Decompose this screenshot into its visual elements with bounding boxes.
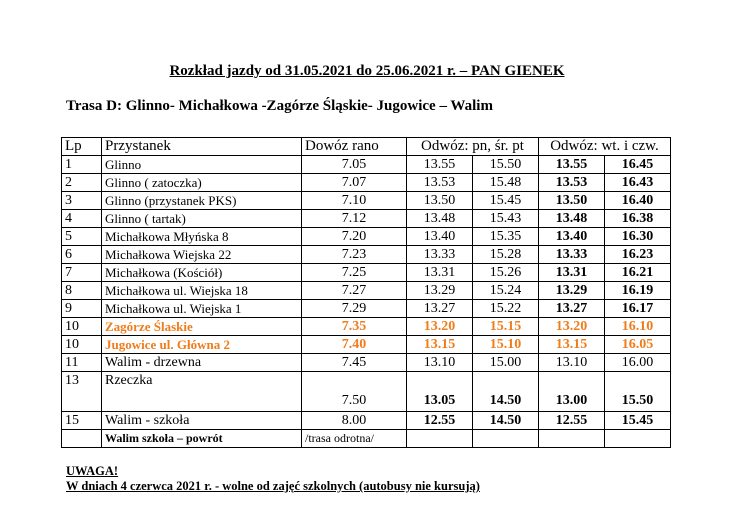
cell-pickup-tt-2: 16.38 <box>605 210 671 228</box>
cell-pickup-mfr-1: 13.10 <box>407 354 473 372</box>
cell-morning: 7.05 <box>302 156 407 174</box>
cell-pickup-mfr-2: 15.22 <box>473 300 539 318</box>
table-row <box>62 354 671 372</box>
cell-pickup-tt-2: 15.50 <box>605 372 671 412</box>
cell-lp <box>62 430 102 448</box>
cell-pickup-mfr-2: 15.15 <box>473 318 539 336</box>
cell-pickup-mfr-1: 13.53 <box>407 174 473 192</box>
cell-pickup-tt-2: 16.00 <box>605 354 671 372</box>
cell-pickup-tt-1: 13.33 <box>539 246 605 264</box>
cell-lp: 8 <box>62 282 102 300</box>
cell-pickup-tt-1: 13.29 <box>539 282 605 300</box>
cell-morning: 7.20 <box>302 228 407 246</box>
cell-pickup-tt-1: 13.53 <box>539 174 605 192</box>
cell-pickup-tt-1: 13.20 <box>539 318 605 336</box>
table-row <box>62 300 671 318</box>
cell-lp: 5 <box>62 228 102 246</box>
cell-pickup-tt-2: 16.19 <box>605 282 671 300</box>
table-row <box>62 336 671 354</box>
table-row <box>62 282 671 300</box>
cell-pickup-mfr-2: 15.28 <box>473 246 539 264</box>
cell-lp: 10 <box>62 318 102 336</box>
header-morning: Dowóz rano <box>302 138 407 156</box>
cell-pickup-mfr-1: 13.31 <box>407 264 473 282</box>
cell-pickup-tt-1: 13.40 <box>539 228 605 246</box>
header-stop: Przystanek <box>102 138 302 156</box>
cell-morning: 7.35 <box>302 318 407 336</box>
cell-morning: 7.10 <box>302 192 407 210</box>
table-row <box>62 318 671 336</box>
cell-lp: 4 <box>62 210 102 228</box>
table-row <box>62 192 671 210</box>
header-pickup-tue-thu: Odwóz: wt. i czw. <box>539 138 671 156</box>
cell-pickup-tt-1: 13.00 <box>539 372 605 412</box>
cell-empty <box>605 430 671 448</box>
cell-pickup-mfr-1: 13.50 <box>407 192 473 210</box>
cell-pickup-mfr-2: 15.24 <box>473 282 539 300</box>
cell-empty <box>407 430 473 448</box>
cell-morning: /trasa odrotna/ <box>302 430 407 448</box>
cell-empty <box>473 430 539 448</box>
cell-pickup-mfr-1: 13.29 <box>407 282 473 300</box>
cell-pickup-tt-2: 16.23 <box>605 246 671 264</box>
cell-lp: 3 <box>62 192 102 210</box>
cell-pickup-mfr-2: 15.00 <box>473 354 539 372</box>
table-row <box>62 246 671 264</box>
note-heading: UWAGA! <box>66 464 119 478</box>
cell-pickup-mfr-1: 13.15 <box>407 336 473 354</box>
cell-morning: 7.23 <box>302 246 407 264</box>
note-text: W dniach 4 czerwca 2021 r. - wolne od zajęć szkolnych (autobusy nie kursują) <box>66 479 480 493</box>
cell-pickup-mfr-1: 13.20 <box>407 318 473 336</box>
header-lp: Lp <box>62 138 102 156</box>
cell-pickup-mfr-2: 14.50 <box>473 412 539 430</box>
cell-stop: Glinno ( tartak) <box>102 210 302 228</box>
cell-pickup-mfr-2: 15.10 <box>473 336 539 354</box>
cell-morning: 7.27 <box>302 282 407 300</box>
cell-pickup-mfr-1: 13.27 <box>407 300 473 318</box>
cell-pickup-mfr-2: 15.48 <box>473 174 539 192</box>
cell-stop: Glinno <box>102 156 302 174</box>
cell-pickup-mfr-1: 13.55 <box>407 156 473 174</box>
cell-stop: Zagórze Ślaskie <box>102 318 302 336</box>
cell-morning: 7.25 <box>302 264 407 282</box>
cell-pickup-tt-2: 16.43 <box>605 174 671 192</box>
cell-morning: 7.45 <box>302 354 407 372</box>
cell-empty <box>539 430 605 448</box>
cell-lp: 11 <box>62 354 102 372</box>
header-row <box>62 138 671 156</box>
cell-lp: 1 <box>62 156 102 174</box>
cell-pickup-tt-1: 12.55 <box>539 412 605 430</box>
cell-stop: Walim szkoła – powrót <box>102 430 302 448</box>
table-row <box>62 156 671 174</box>
cell-stop: Jugowice ul. Główna 2 <box>102 336 302 354</box>
cell-stop: Michałkowa Młyńska 8 <box>102 228 302 246</box>
return-row <box>62 430 671 448</box>
cell-morning: 8.00 <box>302 412 407 430</box>
cell-lp: 15 <box>62 412 102 430</box>
cell-stop: Walim - drzewna <box>102 354 302 372</box>
table-row <box>62 228 671 246</box>
cell-lp: 9 <box>62 300 102 318</box>
page-title: Rozkład jazdy od 31.05.2021 do 25.06.2021 r. – PAN GIENEK <box>169 63 565 79</box>
cell-stop: Michałkowa ul. Wiejska 18 <box>102 282 302 300</box>
cell-pickup-tt-2: 15.45 <box>605 412 671 430</box>
table-row <box>62 264 671 282</box>
cell-pickup-tt-1: 13.10 <box>539 354 605 372</box>
cell-stop: Rzeczka <box>102 372 302 412</box>
table-row <box>62 210 671 228</box>
cell-stop: Michałkowa Wiejska 22 <box>102 246 302 264</box>
cell-pickup-tt-1: 13.55 <box>539 156 605 174</box>
cell-pickup-tt-2: 16.21 <box>605 264 671 282</box>
cell-stop: Glinno (przystanek PKS) <box>102 192 302 210</box>
cell-pickup-mfr-2: 15.50 <box>473 156 539 174</box>
cell-morning: 7.07 <box>302 174 407 192</box>
cell-pickup-mfr-1: 13.48 <box>407 210 473 228</box>
cell-morning: 7.12 <box>302 210 407 228</box>
cell-pickup-mfr-2: 14.50 <box>473 372 539 412</box>
cell-pickup-tt-1: 13.15 <box>539 336 605 354</box>
cell-stop: Glinno ( zatoczka) <box>102 174 302 192</box>
cell-lp: 6 <box>62 246 102 264</box>
cell-lp: 2 <box>62 174 102 192</box>
cell-lp: 13 <box>62 372 102 412</box>
route-description: Trasa D: Glinno- Michałkowa -Zagórze Śląskie- Jugowice – Walim <box>66 98 493 114</box>
cell-pickup-tt-1: 13.27 <box>539 300 605 318</box>
cell-pickup-tt-2: 16.45 <box>605 156 671 174</box>
cell-lp: 10 <box>62 336 102 354</box>
timetable <box>61 137 671 448</box>
cell-pickup-tt-2: 16.17 <box>605 300 671 318</box>
cell-pickup-tt-2: 16.40 <box>605 192 671 210</box>
cell-pickup-mfr-1: 12.55 <box>407 412 473 430</box>
cell-pickup-tt-2: 16.30 <box>605 228 671 246</box>
cell-pickup-tt-2: 16.10 <box>605 318 671 336</box>
cell-stop: Michałkowa (Kościół) <box>102 264 302 282</box>
cell-pickup-tt-1: 13.48 <box>539 210 605 228</box>
cell-lp: 7 <box>62 264 102 282</box>
cell-morning: 7.29 <box>302 300 407 318</box>
table-row <box>62 412 671 430</box>
header-pickup-mon-wed-fri: Odwóz: pn, śr. pt <box>407 138 539 156</box>
cell-pickup-mfr-2: 15.45 <box>473 192 539 210</box>
cell-pickup-mfr-1: 13.40 <box>407 228 473 246</box>
cell-pickup-tt-1: 13.50 <box>539 192 605 210</box>
cell-pickup-mfr-2: 15.35 <box>473 228 539 246</box>
cell-pickup-mfr-1: 13.33 <box>407 246 473 264</box>
cell-pickup-tt-2: 16.05 <box>605 336 671 354</box>
table-row <box>62 372 671 412</box>
cell-stop: Michałkowa ul. Wiejska 1 <box>102 300 302 318</box>
cell-pickup-tt-1: 13.31 <box>539 264 605 282</box>
table-row <box>62 174 671 192</box>
cell-stop: Walim - szkoła <box>102 412 302 430</box>
cell-pickup-mfr-2: 15.43 <box>473 210 539 228</box>
cell-morning: 7.40 <box>302 336 407 354</box>
cell-pickup-mfr-1: 13.05 <box>407 372 473 412</box>
cell-morning: 7.50 <box>302 372 407 412</box>
cell-pickup-mfr-2: 15.26 <box>473 264 539 282</box>
